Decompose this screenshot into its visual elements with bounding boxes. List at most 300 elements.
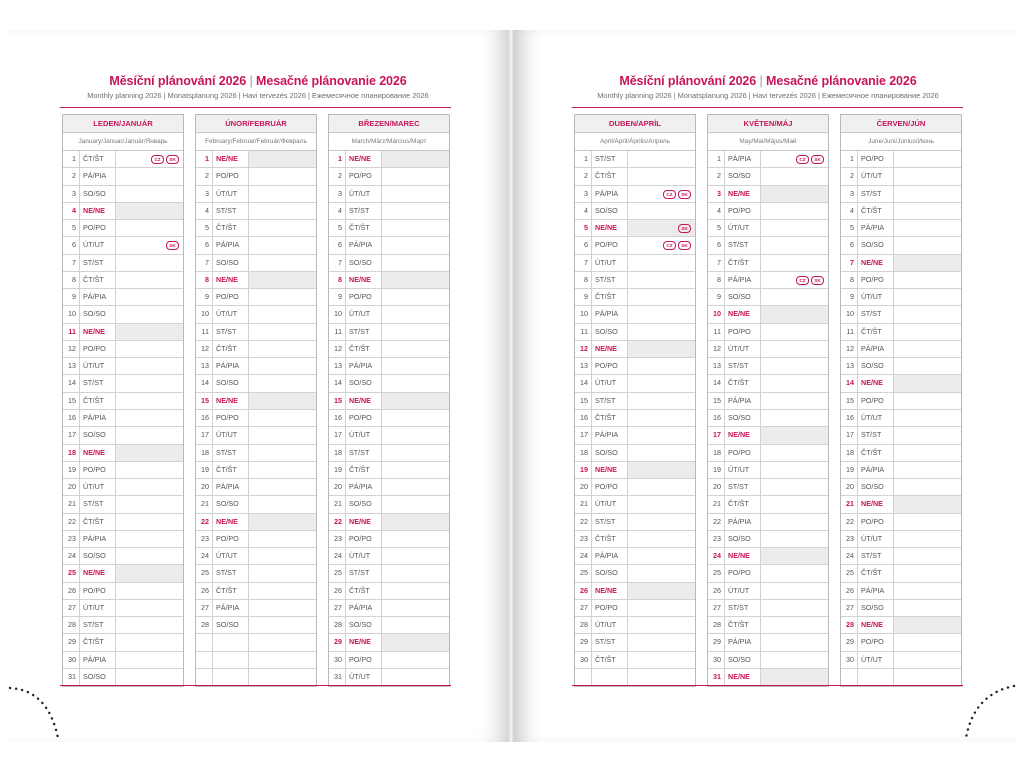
note-cell[interactable] <box>116 186 183 202</box>
day-row[interactable] <box>63 393 183 410</box>
note-cell[interactable] <box>382 237 449 253</box>
day-row[interactable] <box>575 186 695 203</box>
note-cell[interactable] <box>761 358 828 374</box>
day-row[interactable] <box>196 652 316 669</box>
day-row[interactable] <box>575 324 695 341</box>
note-cell[interactable] <box>628 410 695 426</box>
day-row[interactable] <box>63 565 183 582</box>
note-cell[interactable] <box>761 168 828 184</box>
note-cell[interactable] <box>382 393 449 409</box>
day-row[interactable] <box>329 306 449 323</box>
note-cell[interactable] <box>116 531 183 547</box>
note-cell[interactable] <box>628 393 695 409</box>
note-cell[interactable] <box>249 410 316 426</box>
day-row[interactable] <box>329 600 449 617</box>
day-row[interactable] <box>575 496 695 513</box>
note-cell[interactable] <box>628 496 695 512</box>
day-row[interactable] <box>329 255 449 272</box>
day-row[interactable] <box>575 514 695 531</box>
day-row[interactable] <box>63 410 183 427</box>
note-cell[interactable] <box>382 324 449 340</box>
day-row[interactable] <box>575 600 695 617</box>
note-cell[interactable] <box>382 548 449 564</box>
note-cell[interactable] <box>249 237 316 253</box>
note-cell[interactable] <box>249 634 316 650</box>
day-row[interactable] <box>841 393 961 410</box>
note-cell[interactable] <box>894 548 961 564</box>
note-cell[interactable] <box>116 462 183 478</box>
day-row[interactable] <box>575 427 695 444</box>
day-row[interactable] <box>575 531 695 548</box>
note-cell[interactable] <box>249 445 316 461</box>
note-cell[interactable] <box>761 220 828 236</box>
note-cell[interactable] <box>628 358 695 374</box>
day-row[interactable] <box>708 531 828 548</box>
day-row[interactable] <box>63 514 183 531</box>
note-cell[interactable] <box>116 341 183 357</box>
note-cell[interactable] <box>249 514 316 530</box>
day-row[interactable] <box>63 255 183 272</box>
note-cell[interactable] <box>116 203 183 219</box>
note-cell[interactable] <box>116 514 183 530</box>
day-row[interactable] <box>841 168 961 185</box>
day-row[interactable] <box>841 272 961 289</box>
note-cell[interactable] <box>761 548 828 564</box>
note-cell[interactable] <box>628 652 695 668</box>
note-cell[interactable] <box>628 514 695 530</box>
day-row[interactable] <box>841 600 961 617</box>
day-row[interactable] <box>575 652 695 669</box>
day-row[interactable] <box>329 237 449 254</box>
note-cell[interactable] <box>628 462 695 478</box>
note-cell[interactable] <box>116 583 183 599</box>
note-cell[interactable] <box>628 306 695 322</box>
day-row[interactable] <box>575 548 695 565</box>
note-cell[interactable] <box>761 306 828 322</box>
note-cell[interactable] <box>382 375 449 391</box>
note-cell[interactable] <box>761 151 828 167</box>
note-cell[interactable] <box>894 237 961 253</box>
note-cell[interactable] <box>249 375 316 391</box>
note-cell[interactable] <box>116 669 183 686</box>
note-cell[interactable] <box>249 324 316 340</box>
day-row[interactable] <box>63 168 183 185</box>
day-row[interactable] <box>841 634 961 651</box>
note-cell[interactable] <box>894 220 961 236</box>
day-row[interactable] <box>196 255 316 272</box>
day-row[interactable] <box>841 565 961 582</box>
note-cell[interactable] <box>249 600 316 616</box>
note-cell[interactable] <box>628 341 695 357</box>
day-row[interactable] <box>63 600 183 617</box>
day-row[interactable] <box>329 531 449 548</box>
day-row[interactable] <box>329 496 449 513</box>
note-cell[interactable] <box>894 393 961 409</box>
day-row[interactable] <box>708 168 828 185</box>
day-row[interactable] <box>329 669 449 686</box>
note-cell[interactable] <box>628 583 695 599</box>
day-row[interactable] <box>575 479 695 496</box>
day-row[interactable] <box>708 652 828 669</box>
day-row[interactable] <box>575 168 695 185</box>
day-row[interactable] <box>196 237 316 254</box>
note-cell[interactable] <box>628 375 695 391</box>
day-row[interactable] <box>708 358 828 375</box>
day-row[interactable] <box>575 220 695 237</box>
note-cell[interactable] <box>894 462 961 478</box>
day-row[interactable] <box>708 375 828 392</box>
day-row[interactable] <box>841 583 961 600</box>
note-cell[interactable] <box>894 203 961 219</box>
note-cell[interactable] <box>628 289 695 305</box>
note-cell[interactable] <box>761 186 828 202</box>
day-row[interactable] <box>196 514 316 531</box>
note-cell[interactable] <box>894 324 961 340</box>
note-cell[interactable] <box>761 375 828 391</box>
day-row[interactable] <box>708 289 828 306</box>
day-row[interactable] <box>329 272 449 289</box>
note-cell[interactable] <box>894 565 961 581</box>
day-row[interactable] <box>575 583 695 600</box>
note-cell[interactable] <box>116 410 183 426</box>
day-row[interactable] <box>841 445 961 462</box>
day-row[interactable] <box>63 548 183 565</box>
day-row[interactable] <box>841 427 961 444</box>
note-cell[interactable] <box>628 445 695 461</box>
note-cell[interactable] <box>382 255 449 271</box>
day-row[interactable] <box>841 669 961 686</box>
day-row[interactable] <box>63 358 183 375</box>
day-row[interactable] <box>708 548 828 565</box>
note-cell[interactable] <box>894 496 961 512</box>
note-cell[interactable] <box>116 445 183 461</box>
day-row[interactable] <box>329 289 449 306</box>
day-row[interactable] <box>841 358 961 375</box>
day-row[interactable] <box>575 272 695 289</box>
day-row[interactable] <box>575 151 695 168</box>
note-cell[interactable] <box>761 427 828 443</box>
note-cell[interactable] <box>628 634 695 650</box>
day-row[interactable] <box>708 237 828 254</box>
day-row[interactable] <box>708 634 828 651</box>
day-row[interactable] <box>708 427 828 444</box>
day-row[interactable] <box>841 375 961 392</box>
day-row[interactable] <box>329 583 449 600</box>
note-cell[interactable] <box>894 479 961 495</box>
note-cell[interactable] <box>382 168 449 184</box>
note-cell[interactable] <box>382 531 449 547</box>
day-row[interactable] <box>329 427 449 444</box>
note-cell[interactable] <box>761 514 828 530</box>
note-cell[interactable] <box>628 565 695 581</box>
note-cell[interactable] <box>249 496 316 512</box>
day-row[interactable] <box>196 203 316 220</box>
day-row[interactable] <box>841 531 961 548</box>
note-cell[interactable] <box>116 427 183 443</box>
note-cell[interactable] <box>249 652 316 668</box>
note-cell[interactable] <box>894 272 961 288</box>
day-row[interactable] <box>575 358 695 375</box>
note-cell[interactable] <box>761 393 828 409</box>
day-row[interactable] <box>329 479 449 496</box>
note-cell[interactable] <box>628 531 695 547</box>
day-row[interactable] <box>63 220 183 237</box>
day-row[interactable] <box>196 565 316 582</box>
day-row[interactable] <box>63 306 183 323</box>
day-row[interactable] <box>63 445 183 462</box>
day-row[interactable] <box>575 462 695 479</box>
note-cell[interactable] <box>116 151 183 167</box>
note-cell[interactable] <box>116 496 183 512</box>
day-row[interactable] <box>196 479 316 496</box>
note-cell[interactable] <box>116 237 183 253</box>
day-row[interactable] <box>196 410 316 427</box>
day-row[interactable] <box>63 462 183 479</box>
day-row[interactable] <box>63 531 183 548</box>
note-cell[interactable] <box>249 479 316 495</box>
day-row[interactable] <box>708 255 828 272</box>
note-cell[interactable] <box>628 600 695 616</box>
day-row[interactable] <box>708 186 828 203</box>
note-cell[interactable] <box>116 220 183 236</box>
day-row[interactable] <box>708 514 828 531</box>
note-cell[interactable] <box>382 600 449 616</box>
day-row[interactable] <box>63 617 183 634</box>
day-row[interactable] <box>63 186 183 203</box>
note-cell[interactable] <box>894 600 961 616</box>
note-cell[interactable] <box>116 375 183 391</box>
day-row[interactable] <box>329 652 449 669</box>
day-row[interactable] <box>841 496 961 513</box>
day-row[interactable] <box>63 583 183 600</box>
note-cell[interactable] <box>628 203 695 219</box>
day-row[interactable] <box>329 168 449 185</box>
note-cell[interactable] <box>116 634 183 650</box>
note-cell[interactable] <box>628 186 695 202</box>
note-cell[interactable] <box>382 462 449 478</box>
day-row[interactable] <box>329 462 449 479</box>
note-cell[interactable] <box>382 617 449 633</box>
note-cell[interactable] <box>894 514 961 530</box>
day-row[interactable] <box>841 324 961 341</box>
note-cell[interactable] <box>382 652 449 668</box>
note-cell[interactable] <box>761 462 828 478</box>
note-cell[interactable] <box>628 427 695 443</box>
day-row[interactable] <box>575 410 695 427</box>
note-cell[interactable] <box>894 358 961 374</box>
note-cell[interactable] <box>382 583 449 599</box>
day-row[interactable] <box>708 203 828 220</box>
note-cell[interactable] <box>116 358 183 374</box>
note-cell[interactable] <box>761 479 828 495</box>
day-row[interactable] <box>196 220 316 237</box>
note-cell[interactable] <box>382 341 449 357</box>
day-row[interactable] <box>329 548 449 565</box>
note-cell[interactable] <box>116 255 183 271</box>
day-row[interactable] <box>63 496 183 513</box>
day-row[interactable] <box>708 324 828 341</box>
note-cell[interactable] <box>628 479 695 495</box>
day-row[interactable] <box>63 324 183 341</box>
day-row[interactable] <box>329 617 449 634</box>
day-row[interactable] <box>196 427 316 444</box>
day-row[interactable] <box>708 220 828 237</box>
day-row[interactable] <box>841 220 961 237</box>
note-cell[interactable] <box>382 272 449 288</box>
day-row[interactable] <box>196 600 316 617</box>
note-cell[interactable] <box>761 617 828 633</box>
note-cell[interactable] <box>894 255 961 271</box>
note-cell[interactable] <box>761 272 828 288</box>
day-row[interactable] <box>196 324 316 341</box>
day-row[interactable] <box>841 514 961 531</box>
day-row[interactable] <box>708 445 828 462</box>
note-cell[interactable] <box>894 617 961 633</box>
day-row[interactable] <box>841 617 961 634</box>
note-cell[interactable] <box>382 151 449 167</box>
note-cell[interactable] <box>249 531 316 547</box>
day-row[interactable] <box>575 375 695 392</box>
day-row[interactable] <box>196 462 316 479</box>
day-row[interactable] <box>841 652 961 669</box>
note-cell[interactable] <box>249 427 316 443</box>
note-cell[interactable] <box>382 669 449 686</box>
note-cell[interactable] <box>249 151 316 167</box>
note-cell[interactable] <box>761 565 828 581</box>
note-cell[interactable] <box>761 410 828 426</box>
note-cell[interactable] <box>761 445 828 461</box>
day-row[interactable] <box>841 548 961 565</box>
note-cell[interactable] <box>116 393 183 409</box>
note-cell[interactable] <box>894 652 961 668</box>
day-row[interactable] <box>708 669 828 686</box>
day-row[interactable] <box>196 445 316 462</box>
note-cell[interactable] <box>249 617 316 633</box>
note-cell[interactable] <box>628 151 695 167</box>
note-cell[interactable] <box>628 669 695 686</box>
note-cell[interactable] <box>116 652 183 668</box>
day-row[interactable] <box>329 410 449 427</box>
day-row[interactable] <box>196 617 316 634</box>
note-cell[interactable] <box>249 289 316 305</box>
day-row[interactable] <box>329 565 449 582</box>
day-row[interactable] <box>196 548 316 565</box>
day-row[interactable] <box>575 341 695 358</box>
note-cell[interactable] <box>249 548 316 564</box>
day-row[interactable] <box>329 341 449 358</box>
day-row[interactable] <box>196 358 316 375</box>
day-row[interactable] <box>708 479 828 496</box>
day-row[interactable] <box>575 617 695 634</box>
note-cell[interactable] <box>894 445 961 461</box>
day-row[interactable] <box>708 565 828 582</box>
note-cell[interactable] <box>761 583 828 599</box>
day-row[interactable] <box>708 410 828 427</box>
note-cell[interactable] <box>382 445 449 461</box>
day-row[interactable] <box>196 669 316 686</box>
day-row[interactable] <box>575 445 695 462</box>
day-row[interactable] <box>329 358 449 375</box>
note-cell[interactable] <box>894 375 961 391</box>
note-cell[interactable] <box>761 634 828 650</box>
note-cell[interactable] <box>382 220 449 236</box>
day-row[interactable] <box>708 583 828 600</box>
day-row[interactable] <box>196 272 316 289</box>
day-row[interactable] <box>196 151 316 168</box>
note-cell[interactable] <box>382 514 449 530</box>
day-row[interactable] <box>63 341 183 358</box>
day-row[interactable] <box>841 462 961 479</box>
note-cell[interactable] <box>249 358 316 374</box>
note-cell[interactable] <box>382 289 449 305</box>
day-row[interactable] <box>841 410 961 427</box>
day-row[interactable] <box>63 427 183 444</box>
note-cell[interactable] <box>628 237 695 253</box>
note-cell[interactable] <box>116 479 183 495</box>
day-row[interactable] <box>329 514 449 531</box>
note-cell[interactable] <box>628 548 695 564</box>
note-cell[interactable] <box>382 427 449 443</box>
note-cell[interactable] <box>249 168 316 184</box>
note-cell[interactable] <box>894 186 961 202</box>
day-row[interactable] <box>708 600 828 617</box>
note-cell[interactable] <box>382 358 449 374</box>
note-cell[interactable] <box>894 168 961 184</box>
note-cell[interactable] <box>894 583 961 599</box>
note-cell[interactable] <box>894 410 961 426</box>
day-row[interactable] <box>196 341 316 358</box>
day-row[interactable] <box>63 634 183 651</box>
note-cell[interactable] <box>382 634 449 650</box>
note-cell[interactable] <box>116 289 183 305</box>
note-cell[interactable] <box>249 272 316 288</box>
note-cell[interactable] <box>628 220 695 236</box>
note-cell[interactable] <box>628 617 695 633</box>
note-cell[interactable] <box>761 600 828 616</box>
note-cell[interactable] <box>249 565 316 581</box>
day-row[interactable] <box>329 445 449 462</box>
note-cell[interactable] <box>116 272 183 288</box>
note-cell[interactable] <box>761 669 828 686</box>
day-row[interactable] <box>329 393 449 410</box>
note-cell[interactable] <box>116 565 183 581</box>
day-row[interactable] <box>575 289 695 306</box>
note-cell[interactable] <box>761 531 828 547</box>
note-cell[interactable] <box>894 151 961 167</box>
day-row[interactable] <box>63 272 183 289</box>
day-row[interactable] <box>708 617 828 634</box>
note-cell[interactable] <box>249 393 316 409</box>
note-cell[interactable] <box>761 237 828 253</box>
day-row[interactable] <box>708 341 828 358</box>
day-row[interactable] <box>63 479 183 496</box>
day-row[interactable] <box>841 306 961 323</box>
note-cell[interactable] <box>249 220 316 236</box>
note-cell[interactable] <box>249 255 316 271</box>
note-cell[interactable] <box>628 255 695 271</box>
day-row[interactable] <box>63 237 183 254</box>
day-row[interactable] <box>329 220 449 237</box>
note-cell[interactable] <box>894 634 961 650</box>
day-row[interactable] <box>196 531 316 548</box>
note-cell[interactable] <box>116 548 183 564</box>
day-row[interactable] <box>575 203 695 220</box>
day-row[interactable] <box>63 652 183 669</box>
note-cell[interactable] <box>761 289 828 305</box>
note-cell[interactable] <box>249 341 316 357</box>
day-row[interactable] <box>329 151 449 168</box>
day-row[interactable] <box>196 186 316 203</box>
